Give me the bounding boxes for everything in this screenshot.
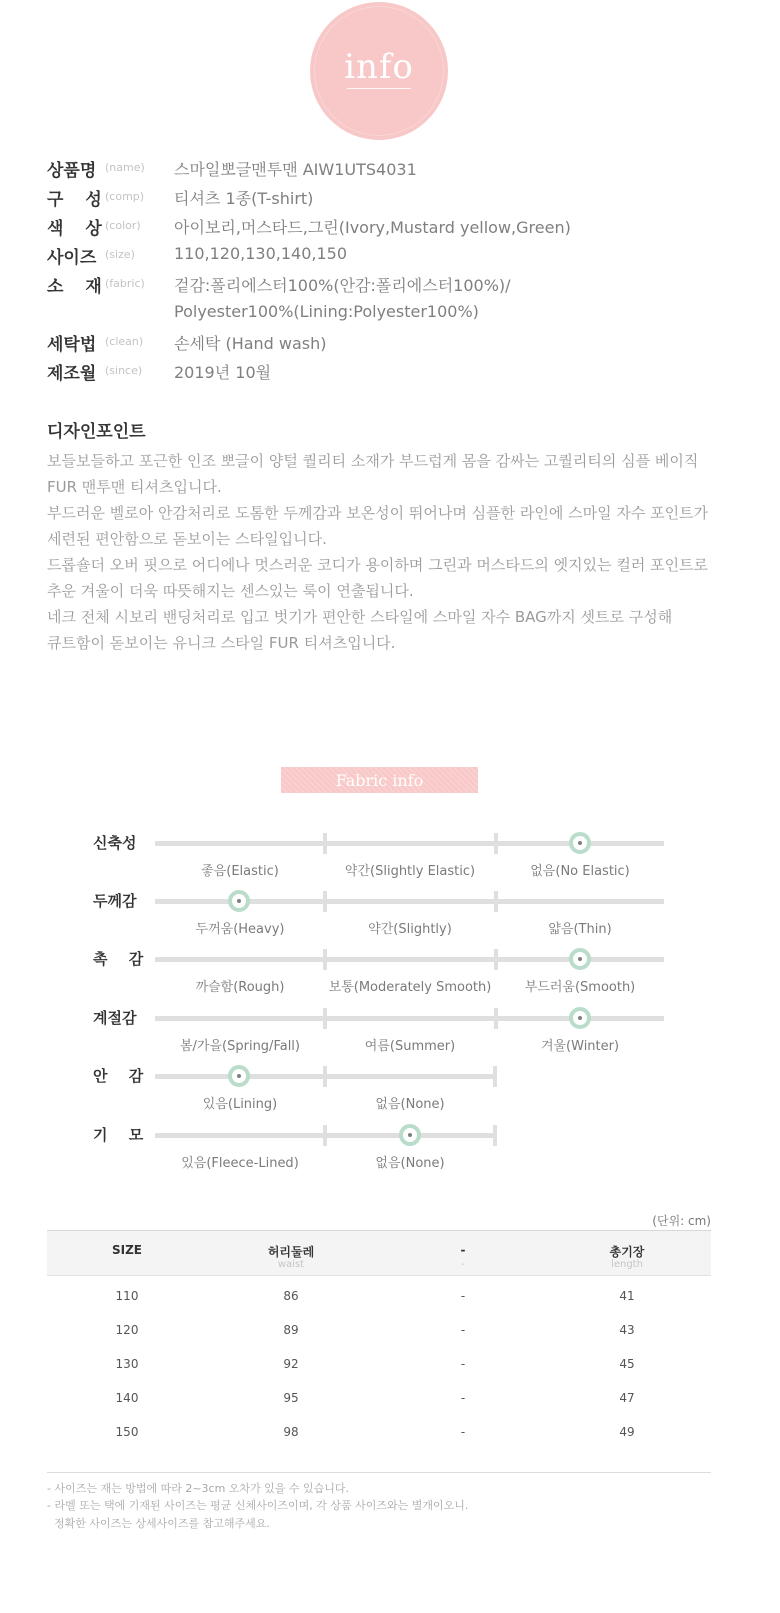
badge-title: info [344,47,414,87]
rating-option: 없음(None) [375,1156,445,1171]
rating-option: 있음(Fleece-Lined) [181,1156,299,1171]
length-cell: 43 [619,1323,635,1337]
column-header-waist: 허리둘레 [267,1245,315,1259]
track-divider [323,1125,327,1146]
spec-sublabel: (since) [105,364,143,377]
spec-value: 손세탁 (Hand wash) [174,334,327,353]
badge-underline [347,88,411,89]
track-divider [323,949,327,970]
track-divider [494,949,498,970]
fabric-row-label: 신축성 [93,834,137,852]
rating-track [155,1133,497,1138]
track-divider [323,1008,327,1029]
track-divider [494,1008,498,1029]
spec-label: 소 재 [47,277,110,297]
track-divider [494,891,498,912]
design-point-line: FUR 맨투맨 티셔츠입니다. [47,478,222,496]
waist-cell: 92 [283,1357,299,1371]
length-cell: 47 [619,1391,635,1405]
spec-label: 세탁법 [47,335,97,355]
spec-value: 스마일뽀글맨투맨 AIW1UTS4031 [174,160,417,179]
size-cell: 130 [115,1357,139,1371]
table-bottom-border [47,1472,711,1473]
fabric-info-title: Fabric info [335,771,424,790]
rating-option: 약간(Slightly) [368,922,452,937]
column-header-length: 총기장 [609,1245,645,1259]
table-row [47,1289,711,1323]
spec-sublabel: (color) [105,219,141,232]
rating-option: 얇음(Thin) [548,922,612,937]
fabric-row-season [0,1009,780,1059]
waist-cell: 95 [283,1391,299,1405]
rating-option: 부드러움(Smooth) [524,980,636,995]
length-cell: 45 [619,1357,635,1371]
spec-value: 티셔츠 1종(T-shirt) [174,189,314,208]
rating-track [155,957,664,962]
size-cell: 150 [115,1425,139,1439]
fabric-row-label: 기 모 [93,1126,152,1144]
fabric-row-touch [0,950,780,1000]
rating-option: 있음(Lining) [202,1097,278,1112]
rating-option: 까슬함(Rough) [195,980,285,995]
length-cell: 49 [619,1425,635,1439]
rating-track [155,1074,497,1079]
spec-sublabel: (comp) [105,190,145,203]
rating-option: 없음(None) [375,1097,445,1112]
rating-knob [569,948,591,970]
size-note: 정확한 사이즈는 상세사이즈를 참고해주세요. [47,1517,270,1530]
rating-option: 좋음(Elastic) [201,864,279,879]
spec-sublabel: (size) [105,248,135,261]
size-table-header [47,1231,711,1276]
blank-cell: - [460,1357,466,1371]
fabric-row-label: 계절감 [93,1009,137,1027]
column-subheader-length: length [611,1259,643,1270]
size-note: - 사이즈는 재는 방법에 따라 2~3cm 오차가 있을 수 있습니다. [47,1482,350,1495]
spec-label: 구 성 [47,190,110,210]
spec-sublabel: (fabric) [105,277,145,290]
table-row [47,1357,711,1391]
blank-cell: - [460,1289,466,1303]
info-badge [310,2,448,140]
table-row [47,1391,711,1425]
spec-value: 겉감:폴리에스터100%(안감:폴리에스터100%)/ [174,276,511,295]
fabric-row-thickness [0,892,780,942]
rating-option: 겨울(Winter) [540,1039,620,1054]
blank-cell: - [460,1425,466,1439]
column-subheader-blank: - [461,1259,465,1270]
spec-value: 아이보리,머스타드,그린(Ivory,Mustard yellow,Green) [174,218,571,237]
rating-option: 없음(No Elastic) [530,864,630,879]
rating-track [155,1016,664,1021]
track-divider [323,833,327,854]
size-cell: 140 [115,1391,139,1405]
rating-track [155,899,664,904]
fabric-row-label: 두께감 [93,892,137,910]
spec-value-continued: Polyester100%(Lining:Polyester100%) [174,302,479,321]
design-point-line: 네크 전체 시보리 밴딩처리로 입고 벗기가 편안한 스타일에 스마일 자수 BAG까지 셋트로 구성해 [47,608,673,626]
rating-option: 보통(Moderately Smooth) [328,980,492,995]
waist-cell: 98 [283,1425,299,1439]
rating-track [155,841,664,846]
fabric-info-header [281,767,478,793]
rating-knob [399,1124,421,1146]
blank-cell: - [460,1391,466,1405]
fabric-row-lining [0,1067,780,1117]
fabric-row-fleece [0,1126,780,1176]
spec-label: 색 상 [47,219,110,239]
rating-option: 두꺼움(Heavy) [195,922,285,937]
design-point-line: 드롭숄더 오버 핏으로 어디에나 멋스러운 코디가 용이하며 그린과 머스타드의 엣지있는 컬러 포인트로 [47,556,709,574]
design-point-title: 디자인포인트 [47,422,146,442]
design-point-line: 보들보들하고 포근한 인조 뽀글이 양털 퀄리티 소재가 부드럽게 몸을 감싸는 고퀄리티의 심플 베이직 [47,452,699,470]
rating-knob [569,1007,591,1029]
rating-knob [228,1065,250,1087]
spec-sublabel: (name) [105,161,145,174]
track-divider [493,1066,497,1087]
track-divider [493,1125,497,1146]
track-divider [494,833,498,854]
track-divider [323,1066,327,1087]
waist-cell: 86 [283,1289,299,1303]
fabric-row-elasticity [0,834,780,884]
spec-label: 상품명 [47,161,97,181]
spec-label: 사이즈 [47,248,97,268]
column-subheader-waist: waist [277,1259,305,1270]
design-point-line: 세련된 편안함으로 돋보이는 스타일입니다. [47,530,327,548]
table-row [47,1425,711,1459]
column-header-size: SIZE [111,1243,142,1257]
rating-knob [228,890,250,912]
size-note: - 라벨 또는 택에 기재된 사이즈는 평균 신체사이즈이며, 각 상품 사이즈와는 별개이오니. [47,1499,469,1512]
fabric-row-label: 안 감 [93,1067,152,1085]
column-header-blank: - [460,1243,466,1257]
design-point-line: 추운 겨울이 더욱 따뜻해지는 센스있는 룩이 연출됩니다. [47,582,414,600]
design-point-line: 부드러운 벨로아 안감처리로 도톰한 두께감과 보온성이 뛰어나며 심플한 라인에 스마일 자수 포인트가 [47,504,709,522]
design-point-line: 큐트함이 돋보이는 유니크 스타일 FUR 티셔츠입니다. [47,634,396,652]
rating-option: 봄/가을(Spring/Fall) [179,1039,300,1054]
fabric-row-label: 촉 감 [93,950,152,968]
rating-knob [569,832,591,854]
spec-sublabel: (clean) [105,335,144,348]
size-cell: 120 [115,1323,139,1337]
waist-cell: 89 [283,1323,299,1337]
spec-value: 2019년 10월 [174,363,272,382]
size-unit: (단위: cm) [652,1214,711,1228]
blank-cell: - [460,1323,466,1337]
spec-value: 110,120,130,140,150 [174,244,348,263]
length-cell: 41 [619,1289,635,1303]
rating-option: 약간(Slightly Elastic) [344,864,476,879]
size-cell: 110 [115,1289,139,1303]
spec-label: 제조월 [47,364,97,384]
table-row [47,1323,711,1357]
track-divider [323,891,327,912]
rating-option: 여름(Summer) [364,1039,456,1054]
